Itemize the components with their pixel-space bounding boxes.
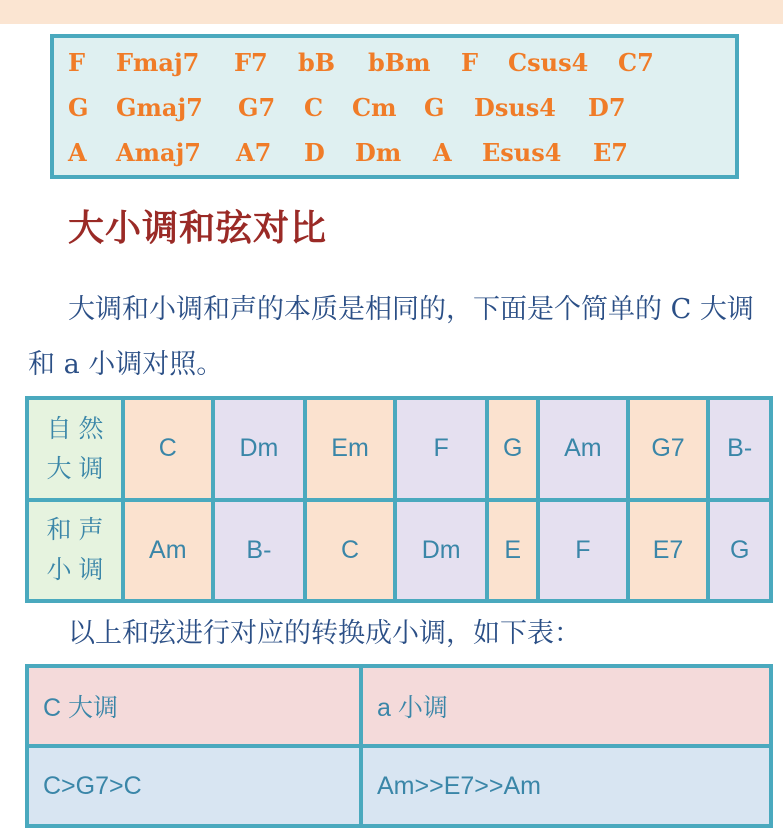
minor-chord-cell: Am [123,500,213,602]
section-title: 大小调和弦对比 [68,208,328,249]
major-chord-cell: G [487,398,538,500]
chord: A [433,137,452,167]
natural-major-row [27,398,771,500]
minor-chord-cell: C [305,500,395,602]
chord: E7 [593,137,628,167]
chord: C7 [618,47,654,77]
harmonic-minor-header [27,500,123,602]
chord: A7 [236,137,272,167]
minor-chord-cell: G [708,500,771,602]
chord: Fmaj7 [116,47,200,77]
major-chord-cell: C [123,398,213,500]
major-minor-comparison-table [25,396,773,603]
chord: A [68,137,87,167]
header-line: 自 然 [46,414,104,443]
chord: G7 [238,92,276,122]
minor-key-header: a 小调 [361,666,771,746]
minor-progression: Am>>E7>>Am [361,746,771,826]
minor-chord-cell: Dm [395,500,488,602]
chord: G [424,92,445,122]
chord: Csus4 [508,47,589,77]
conversion-row [27,746,771,826]
major-chord-cell: Em [305,398,395,500]
major-chord-cell: G7 [628,398,709,500]
minor-chord-cell: F [538,500,628,602]
major-progression: C>G7>C [27,746,361,826]
chord: bBm [368,47,431,77]
intro-paragraph: 大调和小调和声的本质是相同的，下面是个简单的 C 大调和 a 小调对照。 [28,294,754,380]
header-line: 和 声 [46,516,104,545]
chord: D7 [588,92,626,122]
minor-chord-cell: E [487,500,538,602]
chord: Gmaj7 [116,92,203,122]
chord: F [68,47,86,77]
minor-chord-cell: E7 [628,500,709,602]
header-line: 小 调 [46,556,104,585]
top-band [0,0,783,24]
chord: C [304,92,324,122]
chord: F7 [234,47,268,77]
minor-chord-cell: B- [213,500,306,602]
chord: D [304,137,325,167]
chord: Amaj7 [116,137,201,167]
chord: G [68,92,89,122]
chord: bB [298,47,336,77]
chord: Cm [352,92,397,122]
chord-chart-box [50,34,739,179]
chord: Dsus4 [474,92,556,122]
major-chord-cell: B- [708,398,771,500]
major-chord-cell: Dm [213,398,306,500]
major-key-header: C 大调 [27,666,361,746]
major-chord-cell: F [395,398,488,500]
conversion-paragraph: 以上和弦进行对应的转换成小调，如下表： [68,618,581,649]
natural-major-header [27,398,123,500]
chord: Esus4 [482,137,562,167]
header-line: 大 调 [46,454,104,483]
major-chord-cell: Am [538,398,628,500]
chord: Dm [355,137,402,167]
conversion-table [25,664,773,828]
harmonic-minor-row [27,500,771,602]
conversion-header-row [27,666,771,746]
chord: F [461,47,479,77]
